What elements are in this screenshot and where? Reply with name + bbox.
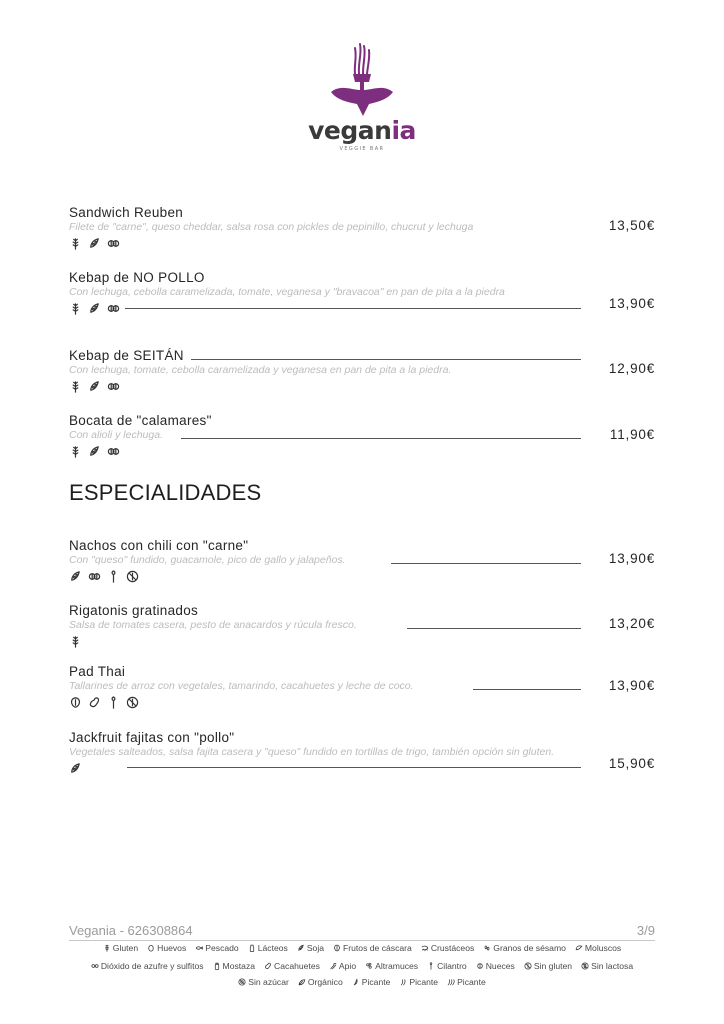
legend-label: Apio (338, 961, 357, 971)
price-leader-line (181, 438, 581, 439)
item-price: 13,50€ (608, 218, 655, 233)
mustard-jar-icon (213, 962, 221, 970)
mustard-icon (107, 445, 120, 458)
item-description: Con "queso" fundido, guacamole, pico de gallo y jalapeños. (69, 554, 346, 566)
price-leader-line (191, 359, 581, 360)
legend-label: Orgánico (307, 977, 343, 987)
item-name: Pad Thai (69, 664, 126, 679)
legend-label: Picante (361, 977, 391, 987)
menu-item (69, 205, 655, 250)
item-price: 13,20€ (608, 616, 655, 631)
gluten-icon (69, 445, 82, 458)
legend-entry (524, 961, 572, 971)
soy-icon (69, 570, 82, 583)
allergen-icons (69, 569, 655, 583)
vegania-logo (300, 40, 424, 165)
legend-entry (238, 977, 289, 987)
soy-icon (88, 380, 101, 393)
logo-wordmark: vegania (308, 116, 416, 145)
milk-icon (248, 944, 256, 952)
legend-label: Lácteos (257, 943, 288, 953)
allergen-icons (69, 236, 655, 250)
legend-entry (575, 943, 621, 953)
allergen-legend-row (60, 961, 664, 971)
footer-contact: Vegania - 626308864 (69, 923, 193, 938)
gluten-icon (69, 635, 82, 648)
item-price: 12,90€ (608, 361, 655, 376)
walnut-icon (476, 962, 484, 970)
legend-label: Cilantro (437, 961, 467, 971)
legend-entry (352, 977, 391, 987)
legend-entry (581, 961, 633, 971)
item-price: 15,90€ (608, 756, 655, 771)
legend-label: Huevos (157, 943, 187, 953)
legend-entry (297, 943, 324, 953)
sulphite-icon (91, 962, 99, 970)
page-number: 3/9 (636, 923, 655, 938)
footer-header (69, 923, 655, 941)
menu-item (69, 348, 655, 393)
legend-label: Dióxido de azufre y sulfitos (100, 961, 204, 971)
item-description: Con lechuga, tomate, cebolla caramelizada y veganesa en pan de pita a la piedra. (69, 364, 452, 376)
legend-entry (248, 943, 288, 953)
legend-entry (476, 961, 515, 971)
allergen-icons (69, 695, 655, 709)
item-description: Con alioli y lechuga. (69, 429, 163, 441)
cilantro-icon (427, 962, 435, 970)
legend-entry (213, 961, 255, 971)
item-name: Kebap de NO POLLO (69, 270, 205, 285)
soy-icon (69, 762, 82, 775)
gluten-free-icon (524, 962, 532, 970)
chili-3-icon (447, 978, 455, 986)
legend-entry (427, 961, 467, 971)
item-price: 13,90€ (608, 551, 655, 566)
chili-1-icon (352, 978, 360, 986)
legend-label: Picante (457, 977, 486, 987)
allergen-legend-row (60, 943, 664, 953)
cilantro-icon (107, 570, 120, 583)
fish-icon (195, 944, 203, 952)
legend-label: Gluten (112, 943, 139, 953)
cilantro-icon (107, 696, 120, 709)
legend-entry (447, 977, 486, 987)
gluten-icon (103, 944, 111, 952)
gluten-icon (69, 380, 82, 393)
price-leader-line (125, 308, 581, 309)
legend-label: Soja (306, 943, 325, 953)
menu-item (69, 730, 655, 775)
gluten-icon (69, 237, 82, 250)
legend-label: Granos de sésamo (493, 943, 566, 953)
soy-icon (88, 302, 101, 315)
item-description: Tallarines de arroz con vegetales, tamarindo, cacahuetes y leche de coco. (69, 680, 414, 692)
item-name: Nachos con chili con "carne" (69, 538, 249, 553)
gluten-free-icon (126, 570, 139, 583)
soy-icon (88, 445, 101, 458)
legend-entry (264, 961, 320, 971)
legend-entry (483, 943, 566, 953)
legend-entry (103, 943, 138, 953)
item-description: Salsa de tomates casera, pesto de anacardos y rúcula fresco. (69, 619, 357, 631)
item-price: 13,90€ (608, 296, 655, 311)
organic-icon (298, 978, 306, 986)
legend-entry (298, 977, 343, 987)
menu-item (69, 538, 655, 583)
price-leader-line (127, 767, 581, 768)
legend-label: Picante (409, 977, 439, 987)
allergen-icons (69, 379, 655, 393)
egg-icon (147, 944, 155, 952)
mustard-icon (107, 237, 120, 250)
legend-label: Frutos de cáscara (343, 943, 412, 953)
mollusc-icon (575, 944, 583, 952)
item-name: Rigatonis gratinados (69, 603, 199, 618)
nuts-icon (69, 696, 82, 709)
gluten-icon (69, 302, 82, 315)
peanut-icon (264, 962, 272, 970)
item-price: 11,90€ (609, 427, 655, 442)
legend-label: Moluscos (584, 943, 622, 953)
item-description: Filete de "carne", queso cheddar, salsa rosa con pickles de pepinillo, chucrut y lechuga (69, 221, 474, 233)
legend-label: Mostaza (222, 961, 256, 971)
legend-entry (365, 961, 418, 971)
soy-icon (88, 237, 101, 250)
legend-label: Sin gluten (533, 961, 573, 971)
mustard-icon (107, 380, 120, 393)
legend-label: Cacahuetes (274, 961, 320, 971)
legend-entry (421, 943, 474, 953)
legend-entry (329, 961, 356, 971)
menu-item (69, 664, 655, 709)
item-name: Kebap de SEITÁN (69, 348, 184, 363)
legend-label: Altramuces (375, 961, 419, 971)
soy-icon (297, 944, 305, 952)
nuts-icon (333, 944, 341, 952)
peanut-icon (88, 696, 101, 709)
chili-2-icon (399, 978, 407, 986)
crustacean-icon (421, 944, 429, 952)
menu-item (69, 270, 655, 315)
price-leader-line (407, 628, 581, 629)
lactose-free-icon (581, 962, 589, 970)
item-description: Vegetales salteados, salsa fajita casera y "queso" fundido en tortillas de trigo, también opción sin gluten. (69, 746, 555, 758)
item-description: Con lechuga, cebolla caramelizada, tomate, veganesa y "bravacoa" en pan de pita a la piedra (69, 286, 505, 298)
item-name: Jackfruit fajitas con "pollo" (69, 730, 235, 745)
allergen-legend-row (60, 977, 664, 987)
section-title: ESPECIALIDADES (69, 480, 262, 505)
item-name: Sandwich Reuben (69, 205, 184, 220)
sesame-icon (483, 944, 491, 952)
legend-label: Sin lactosa (591, 961, 634, 971)
celery-icon (329, 962, 337, 970)
price-leader-line (391, 563, 581, 564)
legend-label: Crustáceos (430, 943, 475, 953)
allergen-icons (69, 634, 655, 648)
item-price: 13,90€ (608, 678, 655, 693)
gluten-free-icon (126, 696, 139, 709)
menu-item (69, 413, 655, 458)
legend-entry (195, 943, 238, 953)
lupin-icon (365, 962, 373, 970)
logo-tagline: VEGGIE BAR (339, 146, 385, 152)
item-name: Bocata de "calamares" (69, 413, 212, 428)
legend-label: Nueces (485, 961, 515, 971)
allergen-icons (69, 761, 655, 775)
fork-leaf-emblem-icon (327, 40, 397, 120)
mustard-icon (88, 570, 101, 583)
menu-item (69, 603, 655, 648)
price-leader-line (473, 689, 581, 690)
legend-entry (147, 943, 186, 953)
sugar-free-icon (238, 978, 246, 986)
legend-label: Sin azúcar (248, 977, 289, 987)
allergen-icons (69, 444, 655, 458)
legend-label: Pescado (205, 943, 239, 953)
legend-entry (91, 961, 204, 971)
legend-entry (399, 977, 438, 987)
mustard-icon (107, 302, 120, 315)
legend-entry (333, 943, 412, 953)
